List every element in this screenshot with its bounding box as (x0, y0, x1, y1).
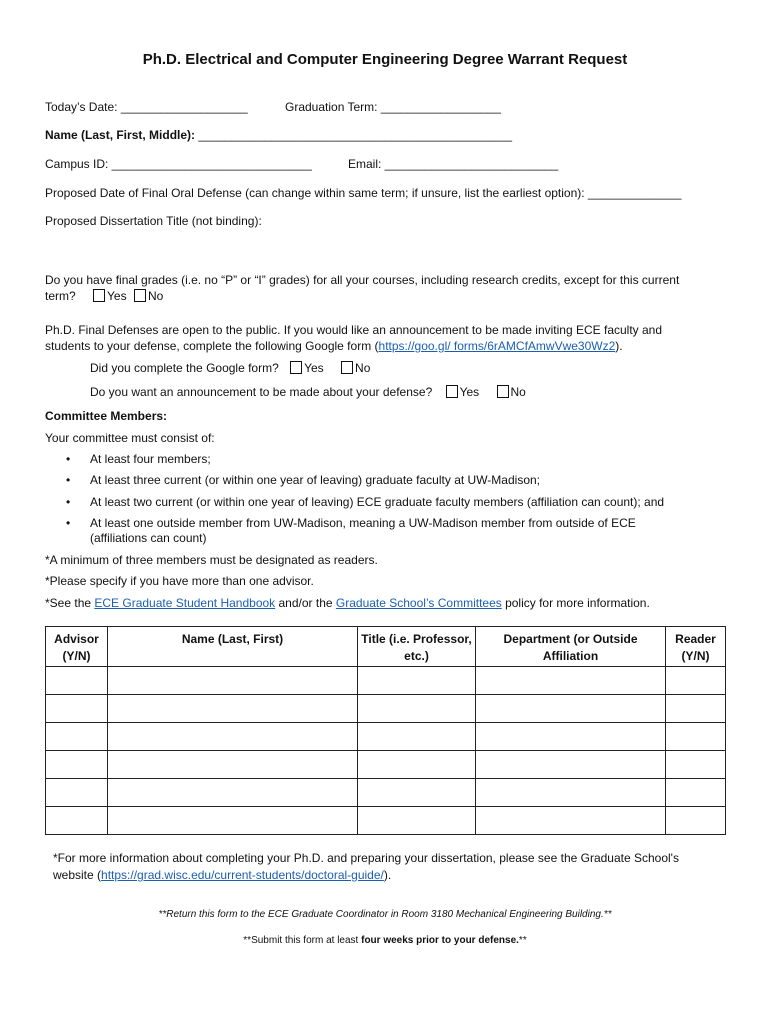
department-cell[interactable] (476, 667, 666, 695)
more-info-prefix: website ( (53, 868, 102, 882)
table-header-row (46, 627, 726, 667)
bullet-marker: • (66, 452, 71, 466)
grades-question-line1: Do you have final grades (i.e. no “P” or “I” grades) for all your courses, including research credits, except for this current (45, 273, 680, 287)
reader-cell[interactable] (666, 695, 726, 723)
committee-intro: Your committee must consist of: (45, 431, 215, 445)
defense-info-prefix: students to your defense, complete the following Google form ( (45, 339, 379, 353)
policy-note-mid: and/or the (275, 596, 336, 610)
submit-note-deadline: four weeks prior to your defense. (361, 935, 519, 946)
readers-note: *A minimum of three members must be designated as readers. (45, 553, 378, 567)
header-department: Department (or Outside Affiliation (476, 627, 666, 667)
submit-note-prefix: **Submit this form at least (243, 935, 362, 946)
google-form-question (90, 361, 370, 375)
google-form-no-label: No (355, 361, 371, 375)
committees-policy-link[interactable]: Graduate School’s Committees (335, 596, 502, 610)
google-form-yes-label: Yes (304, 361, 324, 375)
grades-no-checkbox[interactable] (134, 289, 146, 302)
defense-info-suffix: ). (615, 339, 623, 353)
advisor-cell[interactable] (46, 695, 108, 723)
advisor-cell[interactable] (46, 779, 108, 807)
grades-question-term: term? (45, 289, 76, 303)
committee-heading: Committee Members: (45, 409, 168, 423)
google-form-no-checkbox[interactable] (341, 361, 353, 374)
dissertation-title-label: Proposed Dissertation Title (not binding): (45, 214, 262, 228)
email-field[interactable]: Email: __________________________ (348, 157, 559, 171)
committee-rule-3: At least two current (or within one year of leaving) ECE graduate faculty members (affiliation can count); and (90, 495, 665, 509)
advisor-cell[interactable] (46, 667, 108, 695)
advisor-cell[interactable] (46, 723, 108, 751)
title-cell[interactable] (358, 695, 476, 723)
header-name: Name (Last, First) (108, 627, 358, 667)
header-title: Title (i.e. Professor, etc.) (358, 627, 476, 667)
campus-id-field[interactable]: Campus ID: ______________________________ (45, 157, 312, 171)
name-label: Name (Last, First, Middle): (45, 128, 196, 142)
department-cell[interactable] (476, 807, 666, 835)
reader-cell[interactable] (666, 667, 726, 695)
header-reader: Reader (Y/N) (666, 627, 726, 667)
grades-no-label: No (147, 289, 164, 303)
name-cell[interactable] (108, 667, 358, 695)
google-form-link[interactable]: https://goo.gl/ forms/6rAMCfAmwVwe30Wz2 (378, 339, 616, 353)
return-note: **Return this form to the ECE Graduate Coordinator in Room 3180 Mechanical Engineering Building.** (158, 909, 612, 920)
title-cell[interactable] (358, 807, 476, 835)
reader-cell[interactable] (666, 723, 726, 751)
reader-cell[interactable] (666, 779, 726, 807)
title-cell[interactable] (358, 723, 476, 751)
policy-note-prefix: *See the (45, 596, 95, 610)
table-row (46, 723, 726, 751)
announcement-yes-label: Yes (459, 385, 480, 399)
announcement-question (90, 385, 526, 399)
name-field[interactable] (45, 128, 512, 142)
todays-date-field[interactable]: Today’s Date: ___________________ (45, 100, 248, 114)
grades-yes-checkbox[interactable] (93, 289, 105, 302)
advisor-note: *Please specify if you have more than one advisor. (45, 574, 314, 588)
defense-info-line2 (45, 339, 623, 353)
committee-rule-4-cont: (affiliations can count) (90, 531, 207, 545)
handbook-link[interactable]: ECE Graduate Student Handbook (94, 596, 276, 610)
department-cell[interactable] (476, 779, 666, 807)
reader-cell[interactable] (666, 751, 726, 779)
bullet-marker: • (66, 495, 71, 509)
more-info-line2 (53, 868, 391, 882)
google-form-question-text: Did you complete the Google form? (90, 361, 279, 375)
committee-table (45, 626, 726, 835)
announcement-question-text: Do you want an announcement to be made about your defense? (90, 385, 433, 399)
graduation-term-field[interactable]: Graduation Term: __________________ (285, 100, 501, 114)
bullet-marker: • (66, 473, 71, 487)
more-info-suffix: ). (383, 868, 392, 882)
table-row (46, 751, 726, 779)
name-cell[interactable] (108, 807, 358, 835)
committee-rule-1: At least four members; (90, 452, 211, 466)
announcement-no-label: No (510, 385, 526, 399)
name-cell[interactable] (108, 723, 358, 751)
title-cell[interactable] (358, 751, 476, 779)
header-advisor: Advisor (Y/N) (46, 627, 108, 667)
title-cell[interactable] (358, 667, 476, 695)
department-cell[interactable] (476, 695, 666, 723)
more-info-line1: *For more information about completing your Ph.D. and preparing your dissertation, please see the Graduate School's (53, 851, 679, 865)
name-cell[interactable] (108, 779, 358, 807)
bullet-marker: • (66, 516, 71, 530)
committee-rule-2: At least three current (or within one year of leaving) graduate faculty at UW-Madison; (90, 473, 540, 487)
announcement-yes-checkbox[interactable] (446, 385, 458, 398)
defense-info-line1: Ph.D. Final Defenses are open to the public. If you would like an announcement to be made inviting ECE faculty and (45, 323, 663, 337)
table-row (46, 807, 726, 835)
submit-note (0, 935, 770, 946)
grades-yes-label: Yes (107, 289, 127, 303)
doctoral-guide-link[interactable]: https://grad.wisc.edu/current-students/doctoral-guide/ (101, 868, 384, 882)
policy-note (45, 596, 650, 610)
submit-note-suffix: ** (518, 935, 527, 946)
table-row (46, 779, 726, 807)
table-row (46, 667, 726, 695)
page-title: Ph.D. Electrical and Computer Engineering Degree Warrant Request (142, 51, 628, 68)
policy-note-suffix: policy for more information. (501, 596, 650, 610)
table-row (46, 695, 726, 723)
grades-question-line2 (45, 289, 163, 303)
department-cell[interactable] (476, 723, 666, 751)
committee-rule-4: At least one outside member from UW-Madison, meaning a UW-Madison member from outside of ECE (90, 516, 636, 530)
name-cell[interactable] (108, 695, 358, 723)
proposed-date-field[interactable]: Proposed Date of Final Oral Defense (can change within same term; if unsure, list the earliest option): ______________ (45, 186, 682, 200)
announcement-no-checkbox[interactable] (497, 385, 509, 398)
advisor-cell[interactable] (46, 807, 108, 835)
reader-cell[interactable] (666, 807, 726, 835)
department-cell[interactable] (476, 751, 666, 779)
advisor-cell[interactable] (46, 751, 108, 779)
google-form-yes-checkbox[interactable] (290, 361, 302, 374)
name-line: _______________________________________________ (198, 128, 513, 142)
name-cell[interactable] (108, 751, 358, 779)
title-cell[interactable] (358, 779, 476, 807)
